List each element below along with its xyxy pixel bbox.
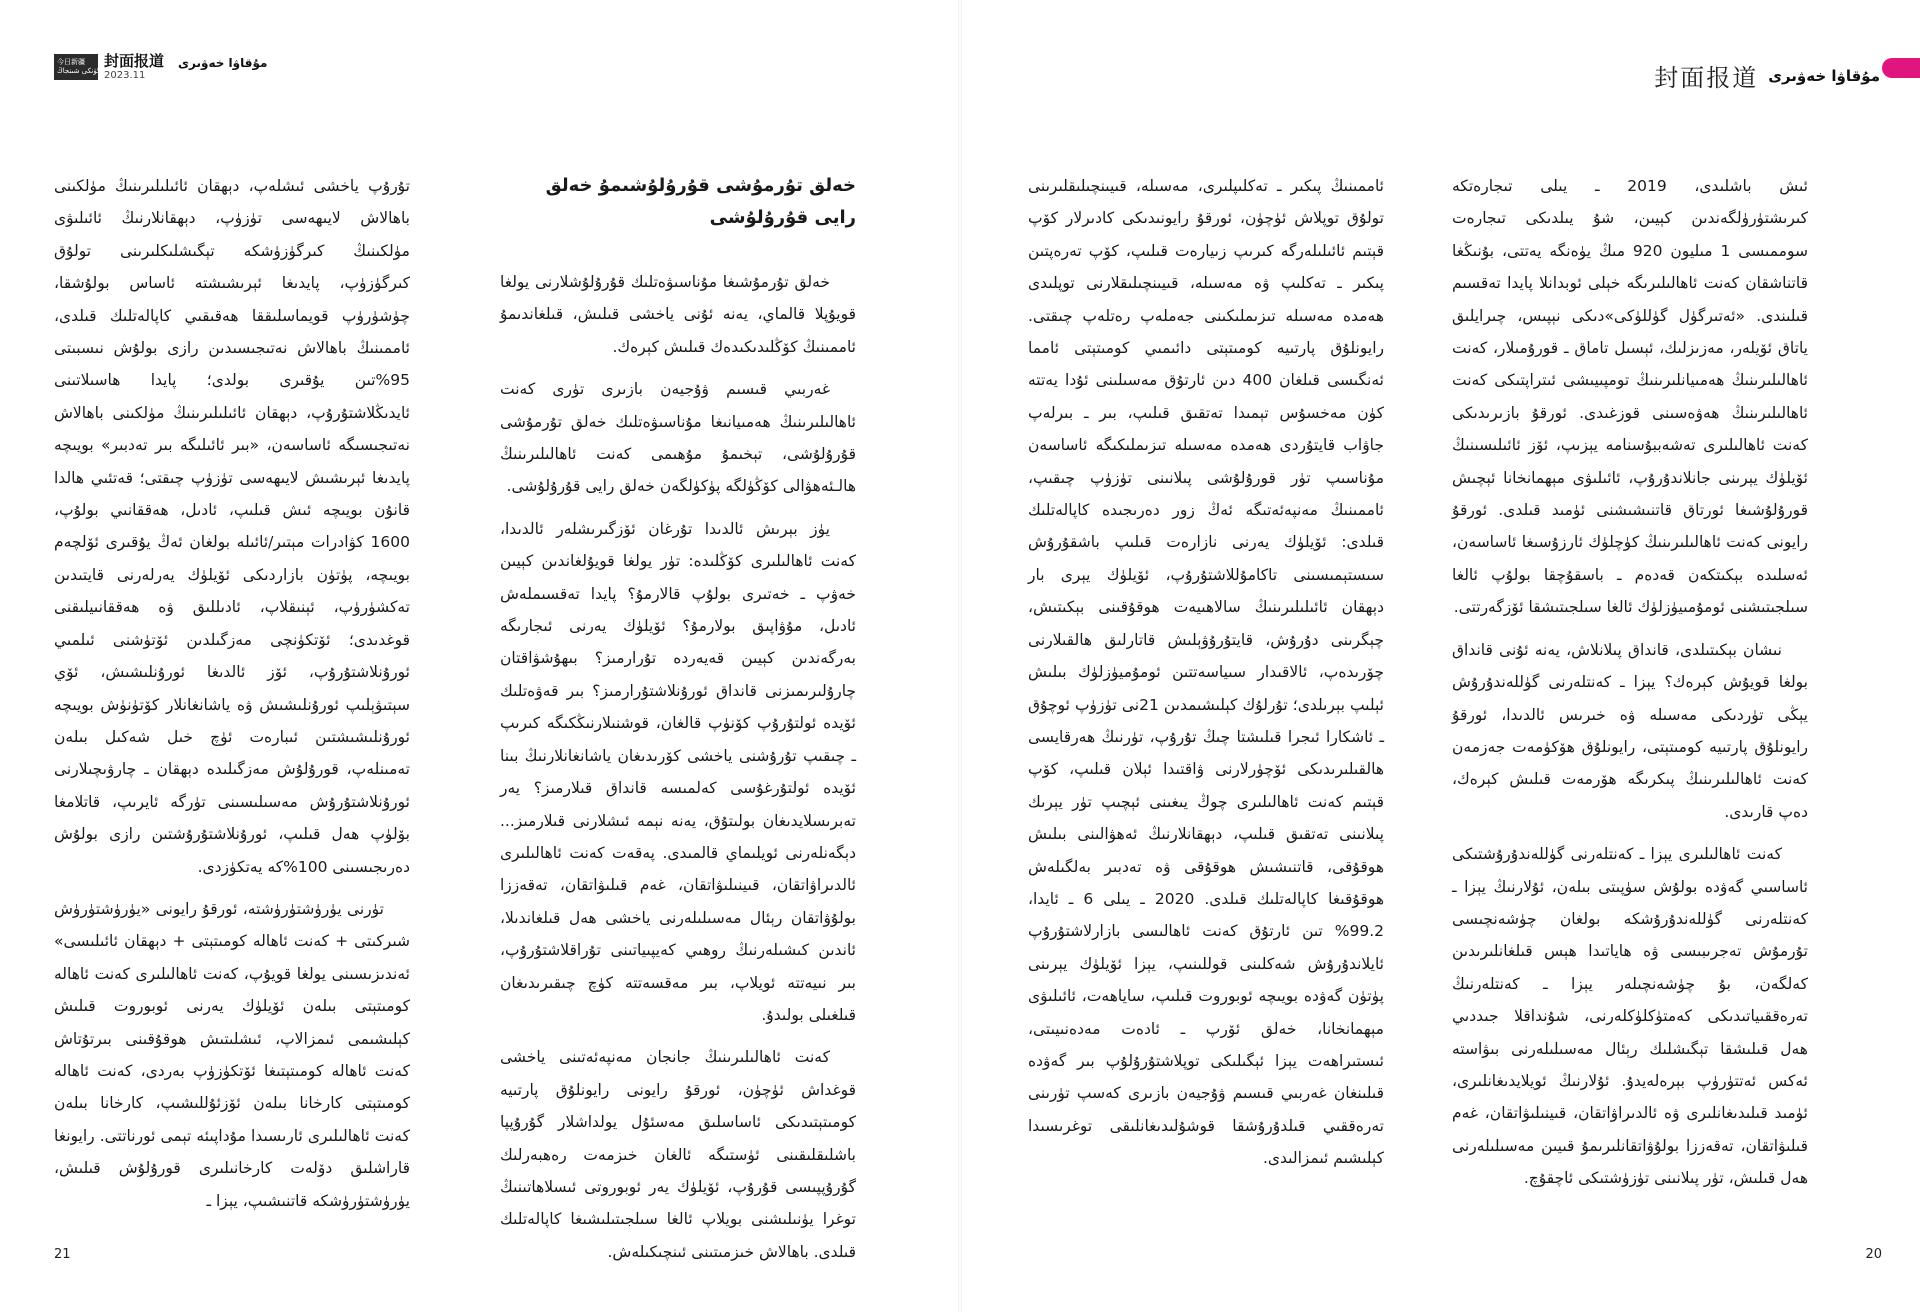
- article-column-2: [1028, 170, 1384, 1185]
- section-heading: خەلق تۇرمۇشى قۇرۇلۇشىمۇ خەلق رايى قۇرۇلۇشى: [545, 175, 856, 228]
- paragraph: نىشان بېكىتىلدى، قانداق پىلانلاش، يەنە ئۇنى قانداق بولغا قويۇش كېرەك؟ يېزا ـ كەنتلەرنى گۈللەندۇرۇش يېڭى تۈردىكى مەسىلە ۋە خىرىس ئالدىدا، ئورقۇ رايونلۇق پارتىيە كومىتېتى، رايونلۇق ھۆكۈمەت جەزمەن كەنت ئاھالىلىرىنىڭ پىكرىگە ھۆرمەت قىلىش كېرەك، دەپ قارىدى.: [1452, 640, 1808, 821]
- paragraph: كەنت ئاھالىلىرىنىڭ جانجان مەنپەئەتىنى ياخشى قوغداش ئۈچۈن، ئورقۇ رايونى رايونلۇق پارتىيە كومىتېتىدىكى ئاساسلىق مەسئۇل يولداشلار گۇرۇپپا باشلىقلىقىنى ئۈستىگە ئالغان خىزمەت رەھبەرلىك گۇرۇپپىسى قۇرۇپ، ئۆيلۈك يەر ئوبوروتى ئىسلاھاتىنىڭ توغرا يۈنىلىشنى بويلاپ ئالغا سىلجىتىلىشىغا كاپالەتلىك قىلدى. باھالاش خىزمىتىنى ئىنچىكىلەش.: [500, 1048, 856, 1261]
- paragraph: تۇرۇپ ياخشى ئىشلەپ، دېھقان ئائىلىلىرىنىڭ مۈلكىنى باھالاش لايىھەسى تۈزۈپ، دېھقانلارنىڭ ئائىلىۋى مۈلكىنىڭ كىرگۈزۈشكە تېگىشلىكلىرىنى تولۇق كىرگۈزۈپ، پايدىغا ئېرىشىشتە ئاساس بولۇشقا، چۈشۈرۈپ قويماسلىققا ھەقىقىي كاپالەتلىك قىلدى، ئاممىنىڭ باھالاش نەتىجىسىدىن رازى بولۇش نىسبىتى 95%تىن يۇقىرى بولدى؛ پايدا ھاسىلاتىنى ئايدىڭلاشتۇرۇپ، دېھقان ئائىلىلىرىنىڭ مۈلكىنى باھالاش نەتىجىسىگە ئاساسەن، «بىر ئائىلىگە بىر تەدبىر» بويىچە پايدىغا ئېرىشىش لايىھەسى تۈزۈپ چىقتى؛ قەتئىي ھالدا قانۇن بويىچە ئىش قىلىپ، ئادىل، ھەققانىي بولۇپ، 1600 كۋادرات مېتىر/ئائىلە بولغان ئەڭ يۇقىرى ئۆلچەم بويىچە، پۈتۈن بازاردىكى ئۆيلۈك يەرلەرنى قايتىدىن تەكشۈرۈپ، ئېنىقلاپ، ئادىللىق ۋە ھەققانىيلىقنى قوغدىدى؛ ئۆتكۈنچى مەزگىلدىن ئۆتۈشنى ئىلمىي ئورۇنلاشتۇرۇپ، ئۆز ئالدىغا ئورۇنلىشىش، ئۆي سېتىۋېلىپ ئورۇنلىشىش ۋە ياشانغانلار كۆتۈنۈش بويىچە ئورۇنلىشىشتىن ئىبارەت ئۈچ خىل شەكىل بىلەن تەمىنلەپ، قورۇلۇش مەزگىلىدە دېھقان ـ چارۋىچىلارنى ئورۇنلاشتۇرۇش مەسىلىسىنى تۈرگە ئايرىپ، قاتلامغا بۆلۈپ ھەل قىلىپ، ئورۇنلاشتۇرۇشتىن رازى بولۇش دەرىجىسىنى 100%كە يەتكۈزدى.: [54, 177, 410, 876]
- page-number-right: 20: [1865, 1247, 1882, 1262]
- article-column-3: [500, 170, 856, 1278]
- magazine-section-zh: 封面报道: [104, 52, 165, 70]
- right-page-header: [1654, 58, 1880, 93]
- magazine-logo: [54, 54, 106, 80]
- paragraph: غەربىي قىسىم ۋۇجيەن بازىرى تۈرى كەنت ئاھالىلىرىنىڭ ھەمىيانىغا مۇناسىۋەتلىك خەلق تۇرمۇشى قۇرۇلۇشى، تېخىمۇ مۇھىمى كەنت ئاھالىلىرىنىڭ ھالـئەھۋالى كۆڭۈلگە پۈكۈلگەن خەلق رايى قۇرۇلۇشى.: [500, 380, 856, 496]
- article-column-1: [1452, 170, 1808, 1205]
- paragraph: يۈز بېرىش ئالدىدا تۇرغان ئۆزگىرىشلەر ئالدىدا، كەنت ئاھالىلىرى كۆڭلىدە: تۈر يولغا قويۇلغاندىن كېيىن خەۋپ ـ خەتىرى بولۇپ قالارمۇ؟ پايدا تەقسىملەش ئادىل، مۇۋاپىق بولارمۇ؟ ئۆيلۈك يەرنى ئىجارىگە بەرگەندىن كېيىن قەيەردە تۇرارمىز؟ بىھۇشۋاقتان چارۇلىرىمىزنى قانداق ئورۇنلاشتۇرارمىز؟ بىر قەۋەتلىك ئۆيدە ئولتۇرۇپ كۆنۈپ قالغان، قوشنىلارنىڭكىگە كىرىپ ـ چىقىپ تۇرۇشنى ياخشى كۆرىدىغان ياشانغانلارنىڭ بىنا ئۆيدە ئولتۇرغۇسى كەلمىسە قانداق قىلارمىز؟ يەر تەبرىسلايدىغان بولىتۇق، يەنە نېمە ئىشلارنى قىلارمىز... دېگەنلەرنى ئويلىماي قالمىدى. پەقەت كەنت ئاھالىلىرى ئالدىراۋاتقان، قىينىلىۋاتقان، غەم قىلىۋاتقان، تەقەززا بولۇۋاتقان رېئال مەسىلىلەرنى ياخشى ھەل قىلغاندىلا، ئاندىن كىشىلەرنىڭ روھىي كەيپىياتىنى تۇراقلاشتۇرۇپ، بىر نىيەتتە ئويلاپ، بىر مەقسەتتە كۈچ چىقىرىدىغان قىلغىلى بولىدۇ.: [500, 519, 856, 1024]
- paragraph: كەنت ئاھالىلىرى يېزا ـ كەنتلەرنى گۈللەندۇرۇشتىكى ئاساسىي گەۋدە بولۇش سۈپىتى بىلەن، ئۇلارنىڭ يېزا ـ كەنتلەرنى گۈللەندۇرۇشكە بولغان چۈشەنچىسى تۇرمۇش تەجرىبىسى ۋە ھاياتىدا ھېس قىلغانلىرىدىن كەلگەن، بۇ چۈشەنچىلەر يېزا ـ كەنتلەرنىڭ تەرەققىياتىدىكى كەمتۈكلۈكلەرنى، شۇنداقلا جىددىي ھەل قىلىشقا تېگىشلىك رېئال مەسىلىلەرنى بىۋاستە ئەكس ئەتتۈرۈپ بېرەلەيدۇ. ئۇلارنىڭ ئويلايدىغانلىرى، ئۈمىد قىلىدىغانلىرى ۋە ئالدىراۋاتقان، قىينىلىۋاتقان، غەم قىلىۋاتقان، تەقەززا بولۇۋاتقانلىرىمۇ قىيىن مەسىلىلەرنى ھەل قىلىش، تۈر پىلانىنى تۈزۈشتىكى ئاچقۇچ.: [1452, 845, 1808, 1188]
- article-column-4: [54, 170, 410, 1227]
- paragraph: خەلق تۇرمۇشىغا مۇناسىۋەتلىك قۇرۇلۇشلارنى يولغا قويۇپلا قالماي، يەنە ئۇنى ياخشى قىلىش، قىلغاندىمۇ ئاممىنىڭ كۆڭلىدىكىدەك قىلىش كېرەك.: [500, 273, 856, 356]
- magazine-section-zh-right: 封面报道: [1654, 64, 1759, 92]
- logo-line-1: 今日新疆: [57, 58, 85, 66]
- left-page-header: [54, 54, 267, 88]
- issue-date: 2023.11: [104, 70, 146, 81]
- page-number-left: 21: [54, 1247, 71, 1262]
- left-header-text: [104, 54, 164, 81]
- paragraph: ئاممىنىڭ پىكىر ـ تەكلىپلىرى، مەسىلە، قىيىنچىلىقلىرىنى تولۇق توپلاش ئۈچۈن، ئورقۇ رايونىدىكى كادىرلار كۆپ قېتىم ئائىلىلەرگە كىرىپ زىيارەت قىلىپ، كۆپ تەرەپتىن پىكىر ـ تەكلىپ ۋە مەسىلە، قىيىنچىلىقلارنى توپلىدى ھەمدە مەسىلە تىزىملىكىنى جەملەپ رەتلەپ چىقتى. رايونلۇق پارتىيە كومىتېتى دائىمىي كومىتېتى ئامما ئەنگىسى قىلغان 400 دىن ئارتۇق مەسىلىنى ئۇدا يەتتە كۈن مەخسۇس تېمىدا تەتقىق قىلىپ، بىر ـ بىرلەپ جاۋاب قايتۇردى ھەمدە مەسىلە تىزىملىكىگە ئاساسەن مۇناسىپ تۈر قورۇلۇشى پىلانىنى تۈزۈپ چىقىپ، ئاممىنىڭ مەنپەئەتىگە ئەڭ زور دەرىجىدە كاپالەتلىك قىلدى: ئۆيلۈك يەرنى نازارەت قىلىپ باشقۇرۇش سىستېمىسىنى تاكامۇللاشتۇرۇپ، ئۆيلۈك يېرى بار دېھقان ئائىلىلىرىنىڭ سالاھىيەت ھوقۇقىنى بېكىتىش، چېگرىنى دۇرۇش، قايتۇرۇۋېلىش قاتارلىق ھالقىلارنى چۆرىدەپ، ئالاقىدار سىياسەتتىن ئومۇميۈزلۈك بىلىش ئېلىپ بېرىلدى؛ تۇرلۇك كېلىشىمدىن 21نى تۈزۈپ ئوچۇق ـ ئاشكارا ئىجرا قىلىشتا چىڭ تۇرۇپ، تۈرنىڭ ھەرقايسى ھالقىلىرىدىكى ئۆچۈرلارنى ۋاقتىدا ئېلان قىلىپ، كۆپ قېتىم كەنت ئاھالىلىرى چوڭ يىغىنى ئېچىپ تۈر يېرىك پىلانىنى تەتقىق قىلىپ، دېھقانلارنىڭ ئەھۋالىنى بىلىش ھوقۇقى، قاتنىشىش ھوقۇقى ۋە تەدبىر بەلگىلەش ھوقۇقىغا كاپالەتلىك قىلدى. 2020 ـ يىلى 6 ـ ئايدا، 99.2% تىن ئارتۇق كەنت ئاھالىسى بازارلاشتۇرۇپ ئايلاندۇرۇش شەكلىنى قوللىنىپ، يېزا ئۆيلۈك يېرىنى پۈتۈن گەۋدە بويىچە ئوبوروت قىلىپ، ساياھەت، ئائىلىۋى مېھمانخانا، خەلق ئۆرپ ـ ئادەت مەدەنىيىتى، ئىستىراھەت يېزا ئېگىلىكى توپلاشتۇرۇلۇپ بىر گەۋدە قىلىنغان غەربىي قىسىم ۋۇجيەن بازىرى كەسپ تۈرىنى تەرەققىي قىلدۇرۇشقا قوشۇلىدىغانلىقى توغرىسىدا كېلىشىم ئىمزالىدى.: [1028, 177, 1384, 1168]
- section-title-ug: مۇقاۋا خەۋىرى: [178, 56, 268, 70]
- right-page: [960, 0, 1920, 1312]
- logo-line-2: بۈگۈنكى شىنجاڭ: [57, 67, 106, 75]
- paragraph: ئىش باشلىدى، 2019 ـ يىلى تىجارەتكە كىرىشتۈرۈلگەندىن كېيىن، شۇ يىلدىكى تىجارەت سوممىسى 1 مىليون 920 مىڭ يۈەنگە يەتتى، بۇنىڭغا قاتناشقان كەنت ئاھالىلىرىگە خېلى ئوبدانلا پايدا تەقسىم قىلىندى. «ئەتىرگۈل گۈللۈكى»دىكى نېپىس، چىرايلىق ياتاق ئۆيلەر، مەزىزلىك، ئېسىل تاماق ـ قورۇمىلار، كەنت ئاھالىلىرىنىڭ ھەمىيانلىرىنىڭ تومپىيىشى ئىتراپتىكى كەنت ئاھالىلىرىنىڭ ھەۋەسىنى قوزغىدى. ئورقۇ بازىرىدىكى كەنت ئاھالىلىرى تەشەببۇسنامە يېزىپ، ئۆز ئائىلىسىنىڭ ئۆيلۈك يېرىنى جانلاندۇرۇپ، ئائىلىۋى مېھمانخانا ئېچىش قورۇلۇشىغا ئورتاق قاتنىشىشنى ئۈمىد قىلدى. ئورقۇ رايونى كەنت ئاھالىلىرىنىڭ كۈچلۈك ئارزۇسىغا ئاساسەن، ئەسلىدە بېكىتكەن قەدەم ـ باسقۇچقا بولۇپ ئالغا سىلجىتىشنى ئومۇمىيۈزلۈك ئالغا سىلجىتىشقا ئۆزگەرتتى.: [1452, 177, 1808, 617]
- section-color-tab: [1882, 58, 1920, 78]
- paragraph: تۈرنى يۈرۈشتۈرۈشتە، ئورقۇ رايونى «يۈرۈشتۈرۈش شىركىتى + كەنت ئاھالە كومىتېتى + دېھقان ئائىلىسى» ئەندىزىسىنى يولغا قويۇپ، كەنت ئاھالىلىرى كەنت ئاھالە كومىتېتى بىلەن ئۆيلۈك يەرنى ئوبوروت قىلىش كېلىشىمى ئىمزالاپ، ئىشلىتىش ھوقۇقىنى بىرتۇتاش كەنت ئاھالە كومىتېتىغا ئۆتكۈزۈپ بەردى، كەنت ئاھالە كومىتېتى كارخانا بىلەن ئۆزئۇللىشىپ، كارخانا بىلەن كەنت ئاھالىلىرى ئارىسىدا مۇداپىئە تېمى ئورناتتى. رايونغا قاراشلىق دۆلەت كارخانىلىرى قورۇلۇش قىلىش، يۈرۈشتۈرۈشكە قاتنىشىپ، يېزا ـ: [54, 899, 410, 1210]
- section-title-ug-right: مۇقاۋا خەۋىرى: [1768, 66, 1880, 85]
